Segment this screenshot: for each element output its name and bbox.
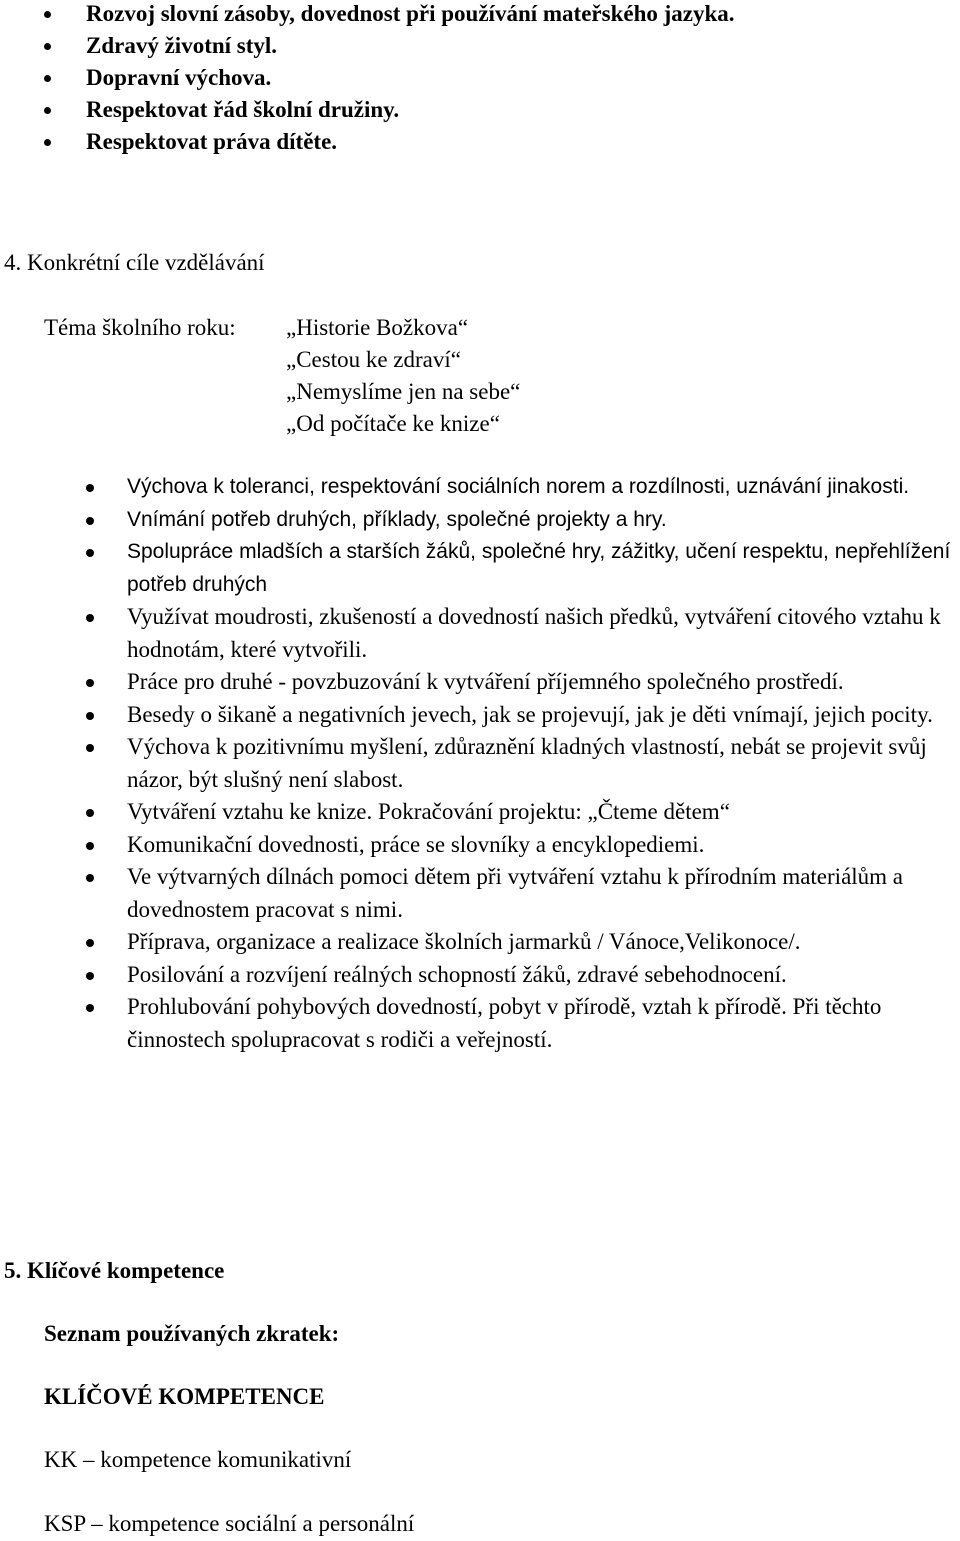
theme-row [44, 376, 520, 408]
bullet-icon [86, 842, 94, 850]
list-item: Dopravní výchova. [0, 64, 735, 96]
list-item: Prohlubování pohybových dovedností, pobyt v přírodě, vztah k přírodě. Při těchto činnostech spolupracovat s rodiči a veřejností. [0, 991, 960, 1056]
list-item: Výchova k toleranci, respektování sociálních norem a rozdílnosti, uznávání jinakosti. [0, 471, 960, 504]
theme-item: „Od počítače ke knize“ [286, 411, 500, 436]
key-competences-title: KLÍČOVÉ KOMPETENCE [44, 1384, 325, 1409]
top-bullet-list [0, 0, 735, 160]
bullet-icon [86, 712, 94, 720]
theme-item: „Historie Božkova“ [286, 315, 469, 340]
bullet-icon [86, 744, 94, 752]
list-item: Spolupráce mladších a starších žáků, společné hry, zážitky, učení respektu, nepřehlížení potřeb druhých [0, 536, 960, 601]
list-item: Využívat moudrosti, zkušeností a dovedností našich předků, vytváření citového vztahu k hodnotám, které vytvořili. [0, 601, 960, 666]
bullet-icon [44, 139, 51, 146]
list-item: Práce pro druhé - povzbuzování k vytváření příjemného společného prostředí. [0, 666, 960, 699]
goals-bullet-list [0, 471, 960, 1056]
bullet-icon [86, 614, 94, 622]
bullet-icon [86, 874, 94, 882]
list-item: Vytváření vztahu ke knize. Pokračování projektu: „Čteme dětem“ [0, 796, 960, 829]
bullet-icon [86, 549, 94, 557]
bullet-icon [86, 809, 94, 817]
list-item: Zdravý životní styl. [0, 32, 735, 64]
bullet-icon [86, 939, 94, 947]
list-item: Výchova k pozitivnímu myšlení, zdůraznění kladných vlastností, nebát se projevit svůj názor, být slušný není slabost. [0, 731, 960, 796]
bullet-icon [86, 1004, 94, 1012]
bullet-icon [44, 11, 51, 18]
section-4-heading: 4. Konkrétní cíle vzdělávání [4, 250, 265, 275]
list-item: Besedy o šikaně a negativních jevech, jak se projevují, jak je děti vnímají, jejich pocity. [0, 699, 960, 732]
list-item: Posilování a rozvíjení reálných schopností žáků, zdravé sebehodnocení. [0, 959, 960, 992]
bullet-icon [44, 107, 51, 114]
abbreviations-title: Seznam používaných zkratek: [44, 1321, 340, 1346]
list-item: Respektovat řád školní družiny. [0, 96, 735, 128]
list-item: Rozvoj slovní zásoby, dovednost při používání mateřského jazyka. [0, 0, 735, 32]
list-item: Vnímání potřeb druhých, příklady, společné projekty a hry. [0, 504, 960, 537]
abbreviation-ksp: KSP – kompetence sociální a personální [44, 1511, 415, 1536]
school-year-themes [44, 312, 520, 440]
section-5-heading: 5. Klíčové kompetence [4, 1258, 225, 1283]
theme-item: „Cestou ke zdraví“ [286, 347, 461, 372]
bullet-icon [86, 517, 94, 525]
list-item: Respektovat práva dítěte. [0, 128, 735, 160]
bullet-icon [86, 484, 94, 492]
bullet-icon [86, 972, 94, 980]
bullet-icon [44, 75, 51, 82]
theme-row [44, 312, 520, 344]
abbreviation-kk: KK – kompetence komunikativní [44, 1447, 352, 1472]
theme-row [44, 408, 520, 440]
list-item: Příprava, organizace a realizace školních jarmarků / Vánoce,Velikonoce/. [0, 926, 960, 959]
list-item: Komunikační dovednosti, práce se slovníky a encyklopediemi. [0, 829, 960, 862]
theme-row [44, 344, 520, 376]
theme-label: Téma školního roku: [44, 315, 236, 340]
bullet-icon [44, 43, 51, 50]
theme-item: „Nemyslíme jen na sebe“ [286, 379, 521, 404]
bullet-icon [86, 679, 94, 687]
list-item: Ve výtvarných dílnách pomoci dětem při vytváření vztahu k přírodním materiálům a dovednostem pracovat s nimi. [0, 861, 960, 926]
